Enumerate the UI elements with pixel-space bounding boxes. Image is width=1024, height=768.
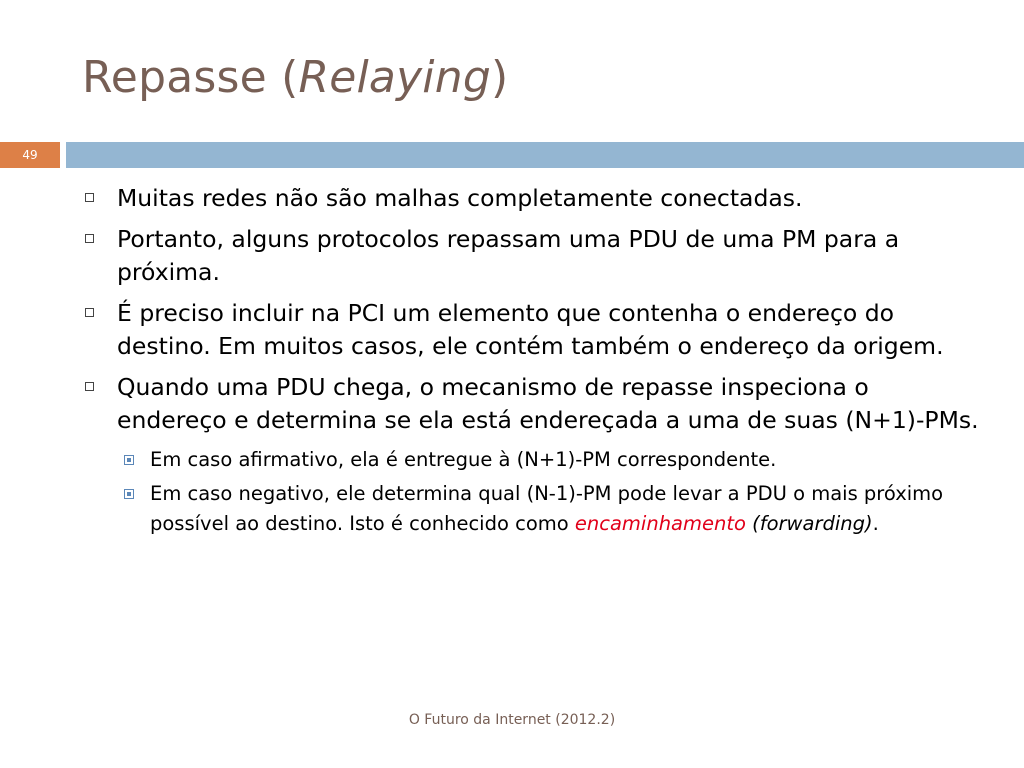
square-bullet-icon bbox=[85, 193, 94, 202]
bullet-item bbox=[82, 297, 982, 363]
sub-bullet-text: Em caso afirmativo, ela é entregue à (N+1)-PM correspondente. bbox=[150, 448, 777, 471]
slide-content bbox=[82, 182, 982, 543]
sentence-end: . bbox=[872, 512, 879, 535]
bullet-text: É preciso incluir na PCI um elemento que contenha o endereço do destino. Em muitos casos, ele contém também o endereço da origem. bbox=[117, 299, 944, 360]
bullet-item bbox=[82, 223, 982, 289]
footer-text: O Futuro da Internet (2012.2) bbox=[408, 712, 616, 728]
sub-bullet-item bbox=[82, 445, 982, 475]
square-bullet-icon bbox=[85, 234, 94, 243]
highlight-term: encaminhamento bbox=[574, 512, 746, 535]
sub-bullet-item bbox=[82, 479, 982, 539]
bullet-text: Portanto, alguns protocolos repassam uma PDU de uma PM para a próxima. bbox=[117, 225, 900, 286]
bullet-text: Muitas redes não são malhas completamente conectadas. bbox=[117, 184, 803, 212]
square-bullet-icon bbox=[85, 308, 94, 317]
title-italic: Relaying bbox=[298, 52, 491, 103]
bullet-text: Quando uma PDU chega, o mecanismo de repasse inspeciona o endereço e determina se ela está endereçada a uma de suas (N+1)-PMs. bbox=[117, 373, 979, 434]
bullet-item bbox=[82, 182, 982, 215]
bullet-item bbox=[82, 371, 982, 437]
slide-title bbox=[82, 52, 508, 103]
header-divider-bar bbox=[66, 142, 1024, 168]
filled-square-bullet-icon bbox=[124, 455, 134, 465]
title-close: ) bbox=[490, 52, 509, 103]
slide-number-badge bbox=[0, 142, 60, 168]
english-term: (forwarding) bbox=[745, 512, 873, 535]
title-main: Repasse ( bbox=[82, 52, 299, 103]
sub-bullet-text: Em caso negativo, ele determina qual (N-1)-PM pode levar a PDU o mais próximo possível ao destino. Isto é conhecido como bbox=[150, 482, 944, 535]
slide-number: 49 bbox=[22, 148, 38, 162]
square-bullet-icon bbox=[85, 382, 94, 391]
filled-square-bullet-icon bbox=[124, 489, 134, 499]
